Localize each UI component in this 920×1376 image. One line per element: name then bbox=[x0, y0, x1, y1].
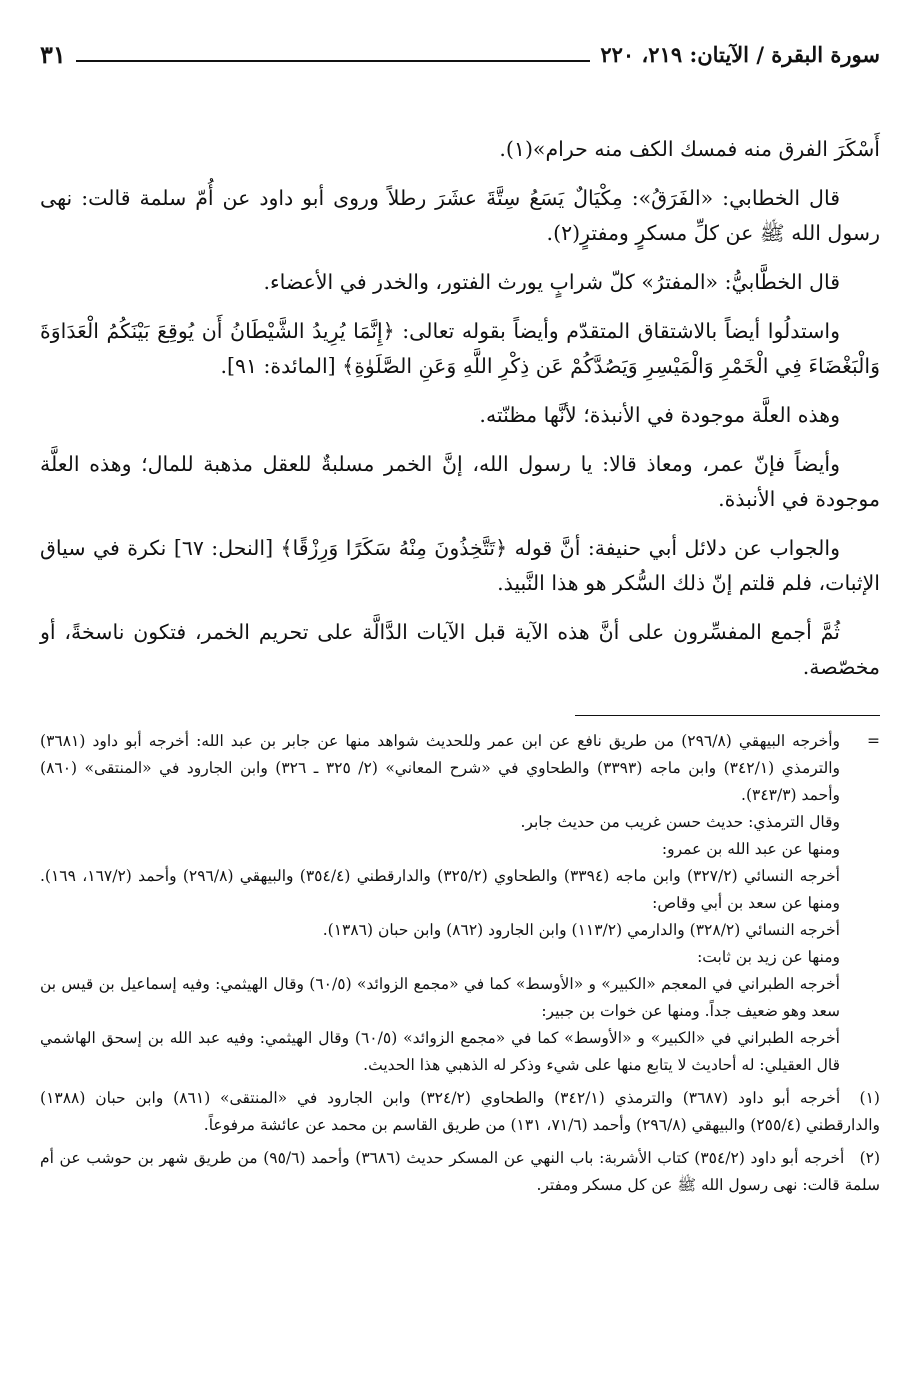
footnote-line: أخرجه النسائي (٣٢٨/٢) والدارمي (١١٣/٢) وابن الجارود (٨٦٢) وابن حبان (١٣٨٦). bbox=[322, 921, 840, 939]
paragraph: قال الخطَّابيُّ: «المفترُ» كلّ شرابٍ يورث الفتور، والخدر في الأعضاء. bbox=[263, 270, 840, 294]
footnote-separator bbox=[575, 715, 880, 716]
paragraph: أَسْكَرَ الفرق منه فمسك الكف منه حرام»(١). bbox=[499, 137, 880, 161]
paragraph: وأيضاً فإنّ عمر، ومعاذ قالا: يا رسول الله، إنَّ الخمر مسلبةٌ للعقل مذهبة للمال؛ وهذه العلَّة موجودة في الأنبذة. bbox=[40, 452, 880, 511]
footnote-line: ومنها عن عبد الله بن عمرو: bbox=[661, 840, 840, 858]
footnotes bbox=[40, 728, 880, 1199]
footnote-number: (١) bbox=[859, 1089, 880, 1107]
footnote-line: أخرجه النسائي (٣٢٧/٢) وابن ماجه (٣٣٩٤) والطحاوي (٣٢٥/٢) والدارقطني (٣٥٤/٤) والبيهقي (٢٩٦/٨) وأحمد (١٦٧/٢، ١٦٩). ومنها عن سعد بن أبي وقاص: bbox=[40, 867, 840, 912]
footnote-text: أخرجه أبو داود (٣٥٤/٢) كتاب الأشربة: باب النهي عن المسكر حديث (٣٦٨٦) وأحمد (٩٥/٦) من طريق شهر بن حوشب عن أم سلمة قالت: نهى رسول الله ﷺ عن كل مسكر ومفتر. bbox=[40, 1149, 880, 1194]
footnote-line: وقال الترمذي: حديث حسن غريب من حديث جابر. bbox=[520, 813, 840, 831]
footnote-line: أخرجه الطبراني في المعجم «الكبير» و «الأوسط» كما في «مجمع الزوائد» (٦٠/٥) وقال الهيثمي: وفيه إسماعيل بن قيس بن سعد وهو ضعيف جداً. ومنها عن خوات بن جبير: bbox=[40, 975, 840, 1020]
footnote-2 bbox=[40, 1145, 880, 1199]
footnote-line: أخرجه الطبراني في «الكبير» و «الأوسط» كما في «مجمع الزوائد» (٦٠/٥) وقال الهيثمي: وفيه عبد الله بن إسحق الهاشمي قال العقيلي: له أحاديث لا يتابع منها على شيء وذكر له الذهبي هذا الحديث. bbox=[40, 1029, 840, 1074]
page-header bbox=[40, 34, 880, 74]
continuation-marker: = bbox=[867, 732, 880, 750]
paragraph: ثُمَّ أجمع المفسِّرون على أنَّ هذه الآية قبل الآيات الدَّالَّة على تحريم الخمر، فتكون ناسخةً، أو مخصّصة. bbox=[40, 620, 880, 679]
footnote-1 bbox=[40, 1085, 880, 1139]
footnote-number: (٢) bbox=[859, 1149, 881, 1167]
paragraph: وهذه العلَّة موجودة في الأنبذة؛ لأنَّها مظنّته. bbox=[479, 403, 840, 427]
surah-title: سورة البقرة / الآيتان: ٢١٩، ٢٢٠ bbox=[600, 41, 880, 67]
footnote-line: ومنها عن زيد بن ثابت: bbox=[697, 948, 840, 966]
paragraph: قال الخطابي: «الفَرَقُ»: مِكْيَالٌ يَسَعُ سِتَّةَ عشَرَ رطلاً وروى أبو داود عن أُمّ سلمة قالت: نهى رسول الله ﷺ عن كلِّ مسكرٍ ومفترٍ(٢). bbox=[40, 186, 880, 245]
header-rule bbox=[76, 60, 591, 62]
footnote-continuation bbox=[40, 728, 880, 1079]
paragraph: والجواب عن دلائل أبي حنيفة: أنَّ قوله ﴿تَتَّخِذُونَ مِنْهُ سَكَرًا وَرِزْقًا﴾ [النحل: ٦٧] نكرة في سياق الإثبات، فلم قلتم إنّ ذلك السُّكر هو هذا النَّبيذ. bbox=[40, 536, 880, 595]
body-text bbox=[40, 132, 880, 685]
book-page bbox=[40, 34, 880, 1205]
page-number: ٣١ bbox=[40, 39, 66, 69]
footnote-text: أخرجه أبو داود (٣٦٨٧) والترمذي (٣٤٢/١) والطحاوي (٣٢٤/٢) وابن الجارود في «المنتقى» (٨٦١) وابن حبان (١٣٨٨) والدارقطني (٢٥٥/٤) والبيهقي (٢٩٦/٨) وأحمد (٧١/٦، ١٣١) من طريق القاسم بن محمد عن عائشة مرفوعاً. bbox=[40, 1089, 880, 1134]
footnote-line: وأخرجه البيهقي (٢٩٦/٨) من طريق نافع عن ابن عمر وللحديث شواهد منها عن جابر بن عبد الله: أخرجه أبو داود (٣٦٨١) والترمذي (٣٤٢/١) وابن ماجه (٣٣٩٣) والطحاوي في «شرح المعاني» (٢/ ٣٢٥ ـ ٣٢٦) وابن الجارود في «المنتقى» (٨٦٠) وأحمد (٣٤٣/٣). bbox=[40, 732, 840, 804]
paragraph: واستدلُوا أيضاً بالاشتقاق المتقدّم وأيضاً بقوله تعالى: ﴿إِنَّمَا يُرِيدُ الشَّيْطَانُ أَن يُوقِعَ بَيْنَكُمُ الْعَدَاوَةَ وَالْبَغْضَاءَ فِي الْخَمْرِ وَالْمَيْسِرِ وَيَصُدَّكُمْ عَن ذِكْرِ اللَّهِ وَعَنِ الصَّلَوٰةِ﴾ [المائدة: ٩١]. bbox=[40, 319, 880, 378]
